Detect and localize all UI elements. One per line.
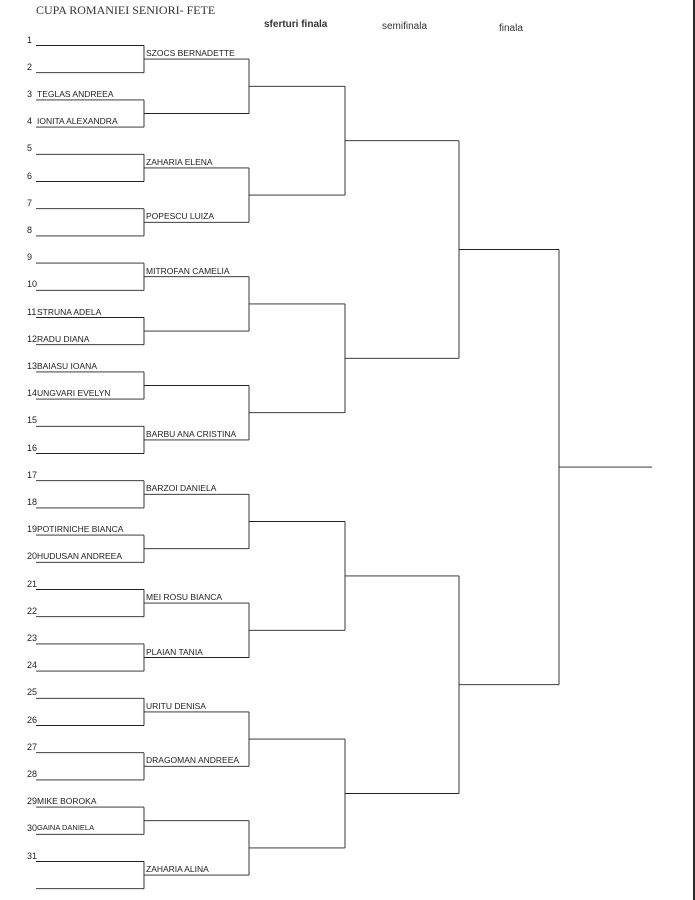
seed-number: 25 — [27, 687, 38, 698]
seed-number: 11 — [27, 306, 37, 317]
round-header-semifinal: semifinala — [382, 21, 428, 32]
seed-number: 2 — [27, 61, 33, 72]
seed-number: 15 — [27, 415, 38, 426]
seed-number: 3 — [27, 88, 33, 99]
seed-number: 13 — [27, 360, 38, 371]
winner-name: PLAIAN TANIA — [146, 646, 203, 657]
player-name: POTIRNICHE BIANCA — [37, 524, 124, 535]
page-title: CUPA ROMANIEI SENIORI- FETE — [36, 3, 216, 17]
winner-name: SZOCS BERNADETTE — [146, 48, 235, 59]
seed-number: 7 — [27, 197, 33, 208]
seed-number: 16 — [27, 442, 38, 453]
winner-name: ZAHARIA ALINA — [146, 864, 209, 875]
seed-number: 10 — [27, 279, 38, 290]
winner-name: BARBU ANA CRISTINA — [146, 428, 237, 439]
winner-name: BARZOI DANIELA — [146, 483, 217, 494]
player-name: RADU DIANA — [37, 333, 90, 344]
seed-number: 9 — [27, 252, 33, 263]
round-header-final: finala — [499, 23, 523, 34]
winner-name: MITROFAN CAMELIA — [146, 265, 230, 276]
player-name: UNGVARI EVELYN — [37, 388, 111, 399]
player-name: TEGLAS ANDREEA — [37, 88, 114, 99]
seed-number: 31 — [27, 850, 38, 861]
seed-number: 23 — [27, 632, 38, 643]
player-name: IONITA ALEXANDRA — [37, 116, 118, 127]
round-header-quarterfinal: sferturi finala — [264, 19, 328, 30]
seed-number: 17 — [27, 469, 38, 480]
seed-number: 21 — [27, 578, 38, 589]
seed-number: 8 — [27, 224, 33, 235]
seed-number: 26 — [27, 714, 38, 725]
seed-number: 19 — [27, 524, 38, 535]
player-name: STRUNA ADELA — [37, 306, 102, 317]
seed-number: 1 — [27, 34, 33, 45]
seed-number: 27 — [27, 741, 38, 752]
winner-name: ZAHARIA ELENA — [146, 156, 213, 167]
seed-number: 20 — [27, 551, 38, 562]
seed-number: 22 — [27, 605, 38, 616]
seed-number: 30 — [27, 823, 38, 834]
winner-name: DRAGOMAN ANDREEA — [146, 755, 240, 766]
seed-number: 6 — [27, 170, 33, 181]
player-name: BAIASU IOANA — [37, 360, 97, 371]
seed-number: 12 — [27, 333, 38, 344]
winner-name: POPESCU LUIZA — [146, 211, 215, 222]
seed-number: 18 — [27, 496, 38, 507]
seed-number: 24 — [27, 660, 38, 671]
seed-number: 28 — [27, 768, 38, 779]
winner-name: URITU DENISA — [146, 700, 206, 711]
seed-number: 4 — [27, 116, 33, 127]
seed-number: 5 — [27, 143, 33, 154]
seed-number: 29 — [27, 796, 38, 807]
winner-name: MEI ROSU BIANCA — [146, 592, 223, 603]
player-name: MIKE BOROKA — [37, 796, 97, 807]
player-name: GAINA DANIELA — [37, 823, 95, 833]
player-name: HUDUSAN ANDREEA — [37, 551, 123, 562]
seed-number: 14 — [27, 388, 38, 399]
